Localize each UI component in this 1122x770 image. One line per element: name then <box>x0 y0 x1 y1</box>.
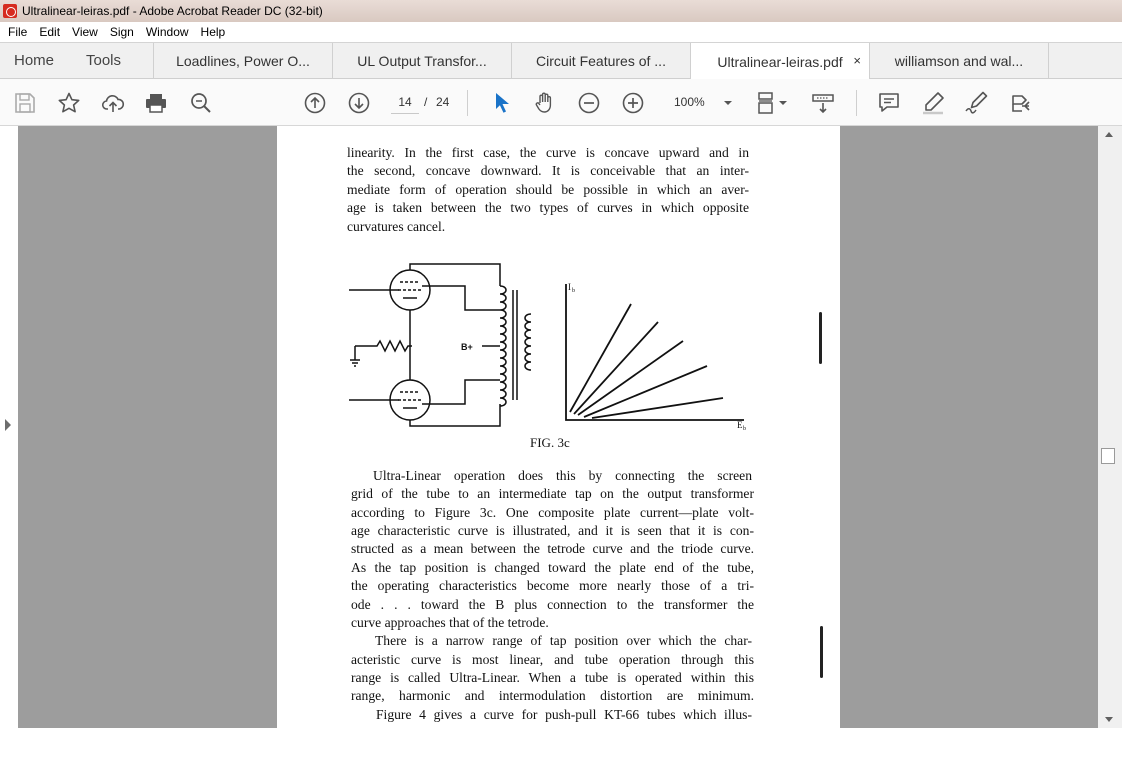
page-text-line: age is taken between the two types of curves in which opposite <box>347 200 749 215</box>
bottom-strip <box>0 728 1122 770</box>
doc-tab-ul-output[interactable] <box>332 43 511 79</box>
scroll-mode-icon[interactable] <box>811 91 835 115</box>
scroll-down-icon[interactable] <box>1105 717 1113 722</box>
margin-mark <box>819 312 822 364</box>
menu-edit[interactable]: Edit <box>39 25 61 39</box>
tab-bar-spacer <box>1048 43 1122 78</box>
next-page-icon[interactable] <box>347 91 371 115</box>
page-text-line: As the tap position is changed toward the plate end of the tube, <box>351 560 754 575</box>
x-axis-label: E <box>737 420 743 430</box>
window-title: Ultralinear-leiras.pdf - Adobe Acrobat Reader DC (32-bit) <box>22 4 323 18</box>
margin-mark <box>820 626 823 678</box>
hand-tool-icon[interactable] <box>533 91 557 115</box>
document-viewer <box>0 126 1122 728</box>
highlight-pen-icon[interactable] <box>921 91 945 115</box>
doc-tab-label: Circuit Features of ... <box>536 53 666 69</box>
fill-sign-icon[interactable] <box>964 91 988 115</box>
more-tools-icon[interactable] <box>1009 91 1033 115</box>
doc-tab-label: williamson and wal... <box>894 53 1024 69</box>
left-panel-rail <box>0 126 18 728</box>
page-text-line: acteristic curve is most linear, and tube operation through this <box>351 652 754 667</box>
star-icon[interactable] <box>57 91 81 115</box>
page-text-line: according to Figure 3c. One composite plate current—plate volt- <box>351 505 754 520</box>
page-text-line: Ultra-Linear operation does this by connecting the screen <box>373 468 752 483</box>
page-text-line: Figure 4 gives a curve for push-pull KT-66 tubes which illus- <box>376 707 752 722</box>
menu-file[interactable]: File <box>8 25 28 39</box>
b-plus-label: B+ <box>461 342 473 352</box>
cloud-upload-icon[interactable] <box>101 91 125 115</box>
select-cursor-icon[interactable] <box>490 91 514 115</box>
page-text-line: grid of the tube to an intermediate tap on the output transformer <box>351 486 754 501</box>
menu-sign[interactable]: Sign <box>109 25 134 39</box>
y-axis-label: I <box>568 282 571 292</box>
doc-tab-circuit-features[interactable] <box>511 43 690 79</box>
page-text-line: range is called Ultra-Linear. When a tube is operated within this <box>351 670 754 685</box>
page-total: 24 <box>436 95 450 109</box>
close-tab-icon[interactable]: × <box>853 53 861 68</box>
doc-tab-ultralinear-active[interactable] <box>690 43 869 80</box>
page-number-input[interactable]: 14 <box>391 90 419 114</box>
characteristic-curves-plot <box>560 278 760 438</box>
zoom-search-icon[interactable] <box>189 91 213 115</box>
previous-page-icon[interactable] <box>303 91 327 115</box>
expand-panel-icon[interactable] <box>5 419 11 431</box>
page-text-line: mediate form of operation should be possible in which an aver- <box>347 182 749 197</box>
doc-tab-label: Ultralinear-leiras.pdf <box>717 53 843 70</box>
toolbar-divider <box>467 90 468 116</box>
print-icon[interactable] <box>144 91 168 115</box>
page-text-line: linearity. In the first case, the curve is concave upward and in <box>347 145 749 160</box>
doc-tab-label: UL Output Transfor... <box>357 53 487 69</box>
zoom-in-icon[interactable] <box>621 91 645 115</box>
vertical-scrollbar[interactable] <box>1098 126 1122 728</box>
menu-help[interactable]: Help <box>200 25 226 39</box>
doc-tab-loadlines[interactable] <box>153 43 332 79</box>
zoom-dropdown-icon[interactable] <box>716 91 740 115</box>
page-text-line: curve approaches that of the tetrode. <box>351 615 549 630</box>
menu-window[interactable]: Window <box>145 25 189 39</box>
page-text-line: ode . . . toward the B plus connection to the transformer the <box>351 597 754 612</box>
scroll-up-icon[interactable] <box>1105 132 1113 137</box>
page-text-line: range, harmonic and intermodulation distortion are minimum. <box>351 688 754 703</box>
doc-tab-williamson[interactable] <box>869 43 1048 79</box>
title-bar <box>0 0 1122 22</box>
x-axis-sub: b <box>743 426 746 432</box>
zoom-out-icon[interactable] <box>577 91 601 115</box>
page-text-line: curvatures cancel. <box>347 219 446 234</box>
tab-bar <box>0 42 1122 79</box>
page-separator: / <box>424 95 428 109</box>
scrollbar-thumb[interactable] <box>1101 448 1115 464</box>
circuit-schematic <box>347 260 547 428</box>
menu-view[interactable]: View <box>72 25 98 39</box>
acrobat-icon <box>3 4 17 18</box>
zoom-level-input[interactable]: 100% <box>674 95 705 109</box>
page-text-line: There is a narrow range of tap position over which the char- <box>375 633 752 648</box>
page-view-dropdown-icon[interactable] <box>776 91 790 115</box>
page-text-line: the second, concave downward. It is conceivable that an inter- <box>347 163 749 178</box>
page-text-line: structed as a mean between the tetrode curve and the triode curve. <box>351 541 754 556</box>
tab-tools[interactable]: Tools <box>86 52 122 69</box>
doc-tab-label: Loadlines, Power O... <box>176 53 310 69</box>
toolbar-divider <box>856 90 857 116</box>
pdf-page <box>277 126 840 728</box>
page-text-line: age characteristic curve is illustrated, and it is seen that it is con- <box>351 523 754 538</box>
toolbar <box>0 79 1122 126</box>
save-icon[interactable] <box>13 91 37 115</box>
page-text-line: the operating characteristics become more nearly those of a tri- <box>351 578 754 593</box>
tab-home[interactable]: Home <box>14 52 55 69</box>
figure-caption: FIG. 3c <box>530 435 570 450</box>
menu-bar <box>0 22 1122 42</box>
y-axis-sub: b <box>572 288 575 294</box>
comment-icon[interactable] <box>877 91 901 115</box>
